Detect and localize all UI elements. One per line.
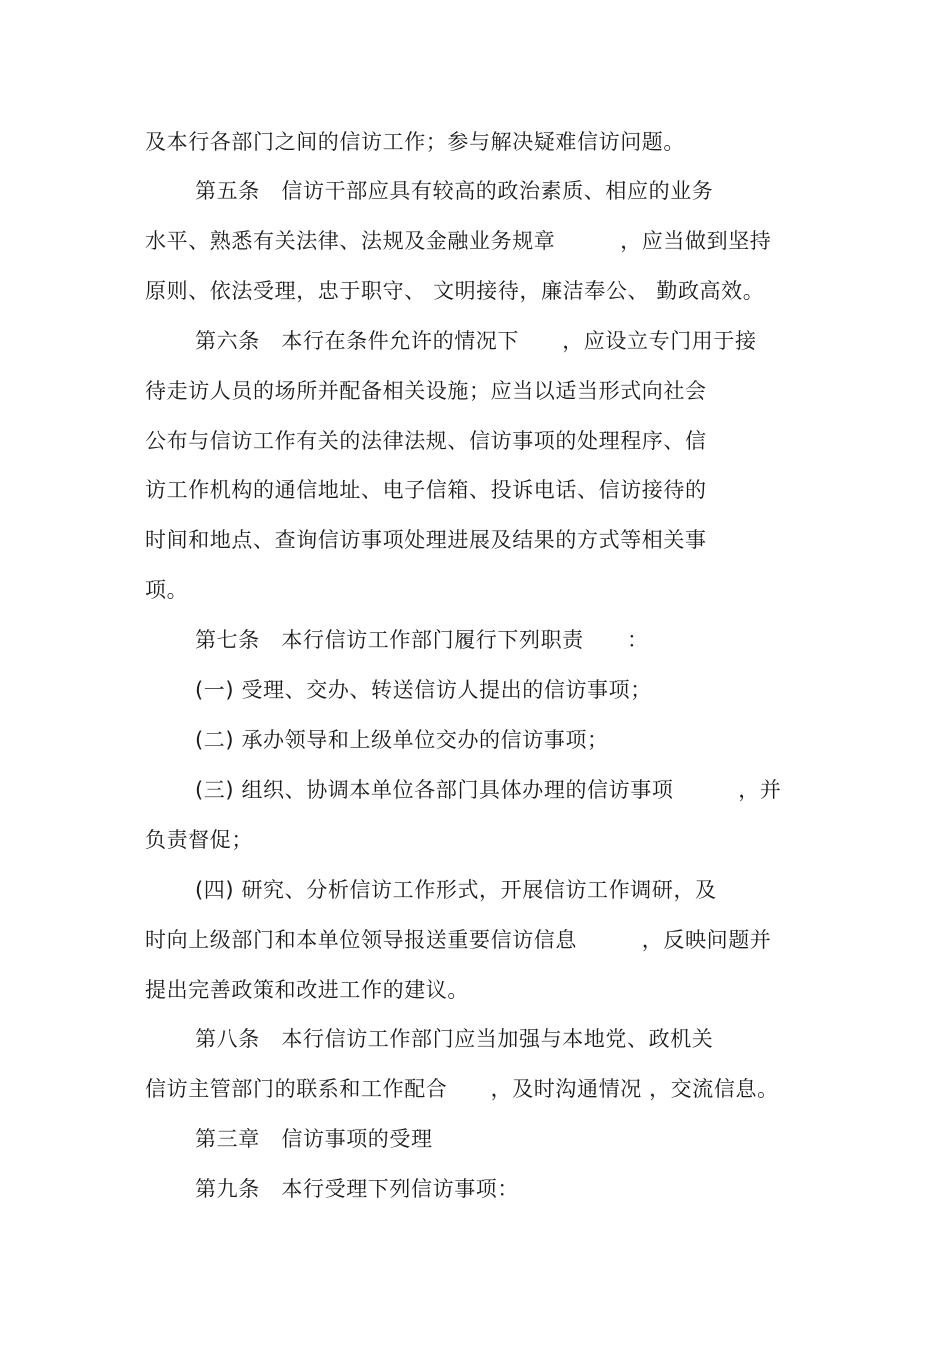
text-line: 水平、熟悉有关法律、法规及金融业务规章 ，应当做到坚持 [145,229,772,253]
text-line: 负责督促； [145,828,253,852]
list-item-1: (一) 受理、交办、转送信访人提出的信访事项； [195,678,652,702]
text-line: 原则、依法受理，忠于职守、 文明接待，廉洁奉公、 勤政高效。 [145,279,765,303]
text-line: 时间和地点、查询信访事项处理进展及结果的方式等相关事 [145,528,707,552]
text-line: 提出完善政策和改进工作的建议。 [145,978,469,1002]
text-line: 信访主管部门的联系和工作配合 ，及时沟通情况 ，交流信息。 [145,1077,779,1101]
article-5-heading-line: 第五条 信访干部应具有较高的政治素质、相应的业务 [195,179,714,203]
text-line: 时向上级部门和本单位领导报送重要信访信息 ，反映问题并 [145,928,772,952]
text-line: 待走访人员的场所并配备相关设施；应当以适当形式向社会 [145,379,707,403]
list-item-3: (三) 组织、协调本单位各部门具体办理的信访事项 ，并 [195,778,782,802]
article-8-heading-line: 第八条 本行信访工作部门应当加强与本地党、政机关 [195,1027,714,1051]
text-line: 项。 [145,578,189,602]
text-line: 公布与信访工作有关的法律法规、信访事项的处理程序、信 [145,429,707,453]
list-item-2: (二) 承办领导和上级单位交办的信访事项； [195,728,609,752]
text-line: 访工作机构的通信地址、电子信箱、投诉电话、信访接待的 [145,478,707,502]
text-line: 及本行各部门之间的信访工作；参与解决疑难信访问题。 [145,130,685,154]
chapter-3-heading: 第三章 信访事项的受理 [195,1127,433,1151]
article-7-heading-line: 第七条 本行信访工作部门履行下列职责 ： [195,628,649,652]
article-9-heading-line: 第九条 本行受理下列信访事项： [195,1177,519,1201]
article-6-heading-line: 第六条 本行在条件允许的情况下 ，应设立专门用于接 [195,329,757,353]
list-item-4: (四) 研究、分析信访工作形式，开展信访工作调研，及 [195,878,717,902]
